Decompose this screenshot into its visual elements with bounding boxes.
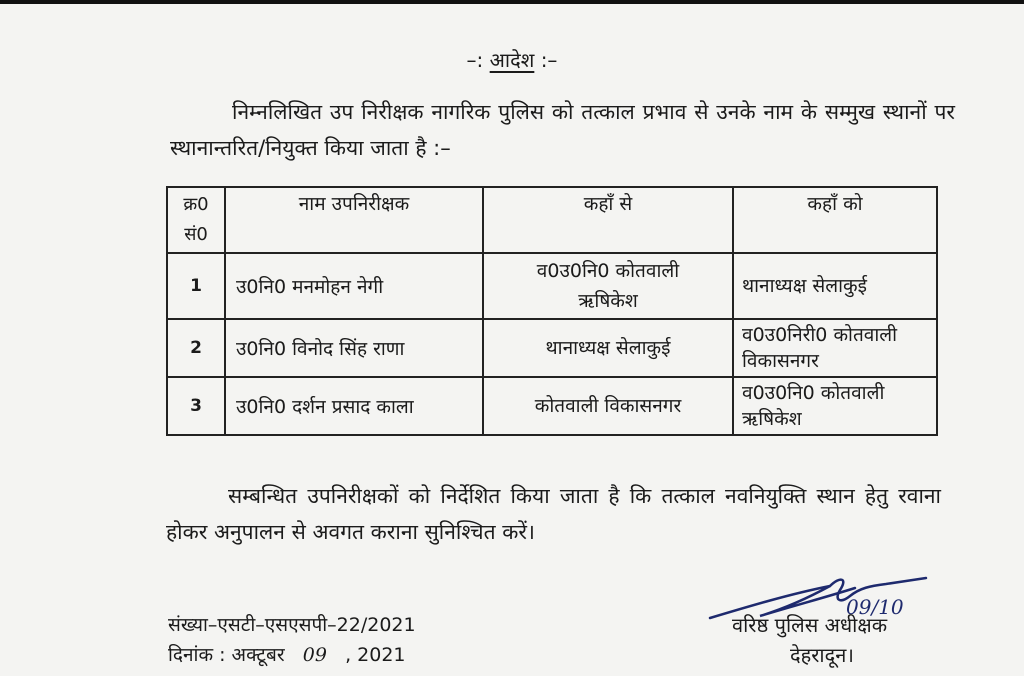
header-serial-line1: क्र0	[183, 194, 209, 215]
top-edge-band	[0, 0, 1024, 4]
cell-name: उ0नि0 मनमोहन नेगी	[225, 253, 483, 319]
cell-from	[483, 253, 733, 319]
intro-paragraph: निम्नलिखित उप निरीक्षक नागरिक पुलिस को तत्काल प्रभाव से उनके नाम के सम्मुख स्थानों पर स्थानान्तरित/नियुक्त किया जाता है :–	[170, 100, 955, 160]
cell-name: उ0नि0 विनोद सिंह राणा	[225, 319, 483, 377]
date-year: , 2021	[345, 644, 406, 666]
office-place: देहरादून।	[790, 643, 854, 667]
cell-to-line1: व0उ0निरी0 कोतवाली	[742, 324, 898, 346]
header-name: नाम उपनिरीक्षक	[225, 187, 483, 253]
date-prefix: दिनांक : अक्टूबर	[168, 644, 285, 666]
heading-left-mark: –:	[466, 48, 484, 72]
date-line	[168, 640, 406, 670]
table-row	[167, 319, 937, 377]
header-to: कहाँ को	[733, 187, 937, 253]
cell-from-line2: ऋषिकेश	[578, 290, 638, 312]
signature-date: 09/10	[846, 595, 904, 619]
table-row	[167, 377, 937, 435]
cell-serial: 1	[167, 253, 225, 319]
cell-to	[733, 377, 937, 435]
instruction-paragraph: सम्बन्धित उपनिरीक्षकों को निर्देशित किया जाता है कि तत्काल नवनियुक्ति स्थान हेतु रवाना होकर अनुपालन से अवगत कराना सुनिश्चित करें।	[166, 484, 941, 544]
cell-from: कोतवाली विकासनगर	[483, 377, 733, 435]
cell-to-line2: विकासनगर	[742, 350, 819, 372]
header-serial	[167, 187, 225, 253]
cell-from-line1: व0उ0नि0 कोतवाली	[536, 260, 680, 282]
table-header-row	[167, 187, 937, 253]
order-heading	[0, 46, 1024, 73]
heading-right-mark: :–	[540, 48, 558, 72]
transfer-table	[166, 186, 938, 436]
table-row	[167, 253, 937, 319]
cell-name: उ0नि0 दर्शन प्रसाद काला	[225, 377, 483, 435]
cell-to: थानाध्यक्ष सेलाकुई	[733, 253, 937, 319]
cell-from: थानाध्यक्ष सेलाकुई	[483, 319, 733, 377]
cell-to	[733, 319, 937, 377]
reference-number: संख्या–एसटी–एसएसपी–22/2021	[168, 614, 416, 636]
cell-to-line2: ऋषिकेश	[742, 408, 802, 430]
cell-to-line1: व0उ0नि0 कोतवाली	[742, 382, 885, 404]
date-day: 09	[302, 644, 327, 666]
order-title: आदेश	[489, 48, 535, 72]
header-serial-line2: सं0	[184, 224, 208, 245]
cell-serial: 2	[167, 319, 225, 377]
cell-serial: 3	[167, 377, 225, 435]
header-from: कहाँ से	[483, 187, 733, 253]
officer-designation: वरिष्ठ पुलिस अधीक्षक	[732, 613, 888, 637]
